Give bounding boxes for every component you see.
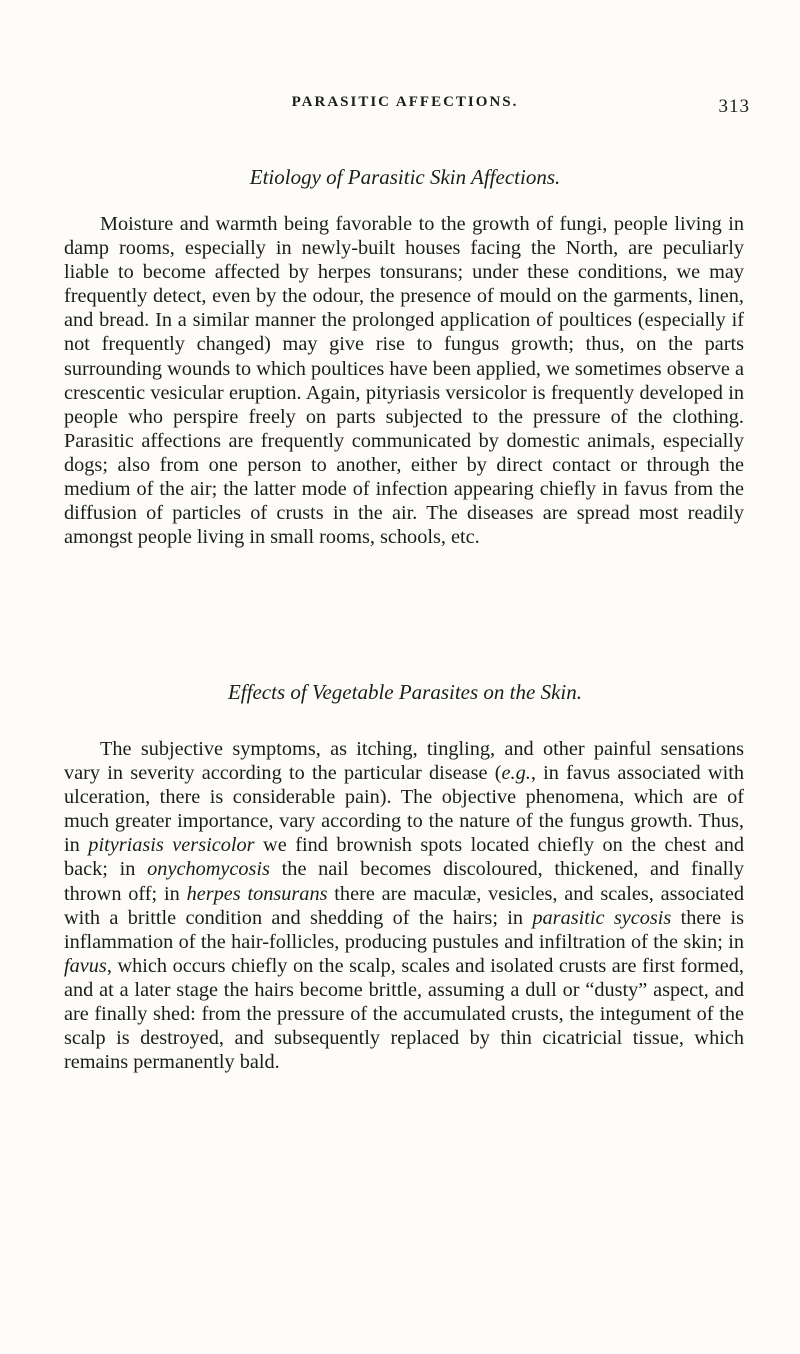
italic-term-sycosis: parasitic sycosis <box>532 906 672 929</box>
text-run: , which occurs chiefly on the scalp, scales and isolated crusts are first formed, and at a later stage the hairs become brittle, assuming a dull or “dusty” aspect, and are finally shed: from the pressure of the accumulated crusts, the integument of the scalp is destroyed, and subsequently replaced by thin cicatricial tissue, which remains permanently bald. <box>64 954 744 1074</box>
section-heading-effects: Effects of Vegetable Parasites on the Skin. <box>227 680 582 704</box>
text-run: we find brownish spots located chiefly on the chest and back; in <box>64 834 744 881</box>
text-run: The subjective symptoms, as itching, tingling, and other painful sensations vary in severity according to the particular disease ( <box>64 738 744 785</box>
paragraph-effects <box>64 737 744 1074</box>
italic-term-favus: favus <box>64 954 107 977</box>
text-run: the nail becomes discoloured, thickened, and finally thrown off; in <box>64 858 744 905</box>
running-title: PARASITIC AFFECTIONS. <box>291 94 519 110</box>
text-run: there are maculæ, vesicles, and scales, associated with a brittle condition and shedding of the hairs; in <box>64 882 744 929</box>
section-heading-etiology: Etiology of Parasitic Skin Affections. <box>249 165 561 189</box>
page-number: 313 <box>718 96 750 117</box>
italic-term-pityriasis: pityriasis versicolor <box>88 834 255 857</box>
paragraph-etiology: Moisture and warmth being favorable to the growth of fungi, people living in damp rooms, especially in newly-built houses facing the North, are peculiarly liable to become affected by herpes tonsurans; under these conditions, we may frequently detect, even by the odour, the presence of mould on the garments, linen, and bread. In a similar manner the prolonged application of poultices (especially if not frequently changed) may give rise to fungus growth; thus, on the parts surrounding wounds to which poultices have been applied, we sometimes observe a crescentic vesicular eruption. Again, pityriasis versicolor is frequently developed in people who perspire freely on parts subjected to the pressure of the clothing. Parasitic affections are frequently communicated by domestic animals, especially dogs; also from one person to another, either by direct contact or through the medium of the air; the latter mode of infection appearing chiefly in favus from the diffusion of particles of crusts in the air. The diseases are spread most readily amongst people living in small rooms, schools, etc. <box>64 213 744 549</box>
text-run: there is inflammation of the hair-follicles, producing pustules and infiltration of the skin; in <box>64 906 745 953</box>
text-run: , in favus associated with ulceration, there is considerable pain). The objective phenomena, which are of much greater importance, vary according to the nature of the fungus growth. Thus, in <box>64 762 744 857</box>
italic-term-herpes: herpes tonsurans <box>186 882 328 905</box>
running-head <box>60 94 750 118</box>
italic-term-eg: e.g. <box>501 762 531 785</box>
italic-term-onychomycosis: onychomycosis <box>147 858 270 881</box>
